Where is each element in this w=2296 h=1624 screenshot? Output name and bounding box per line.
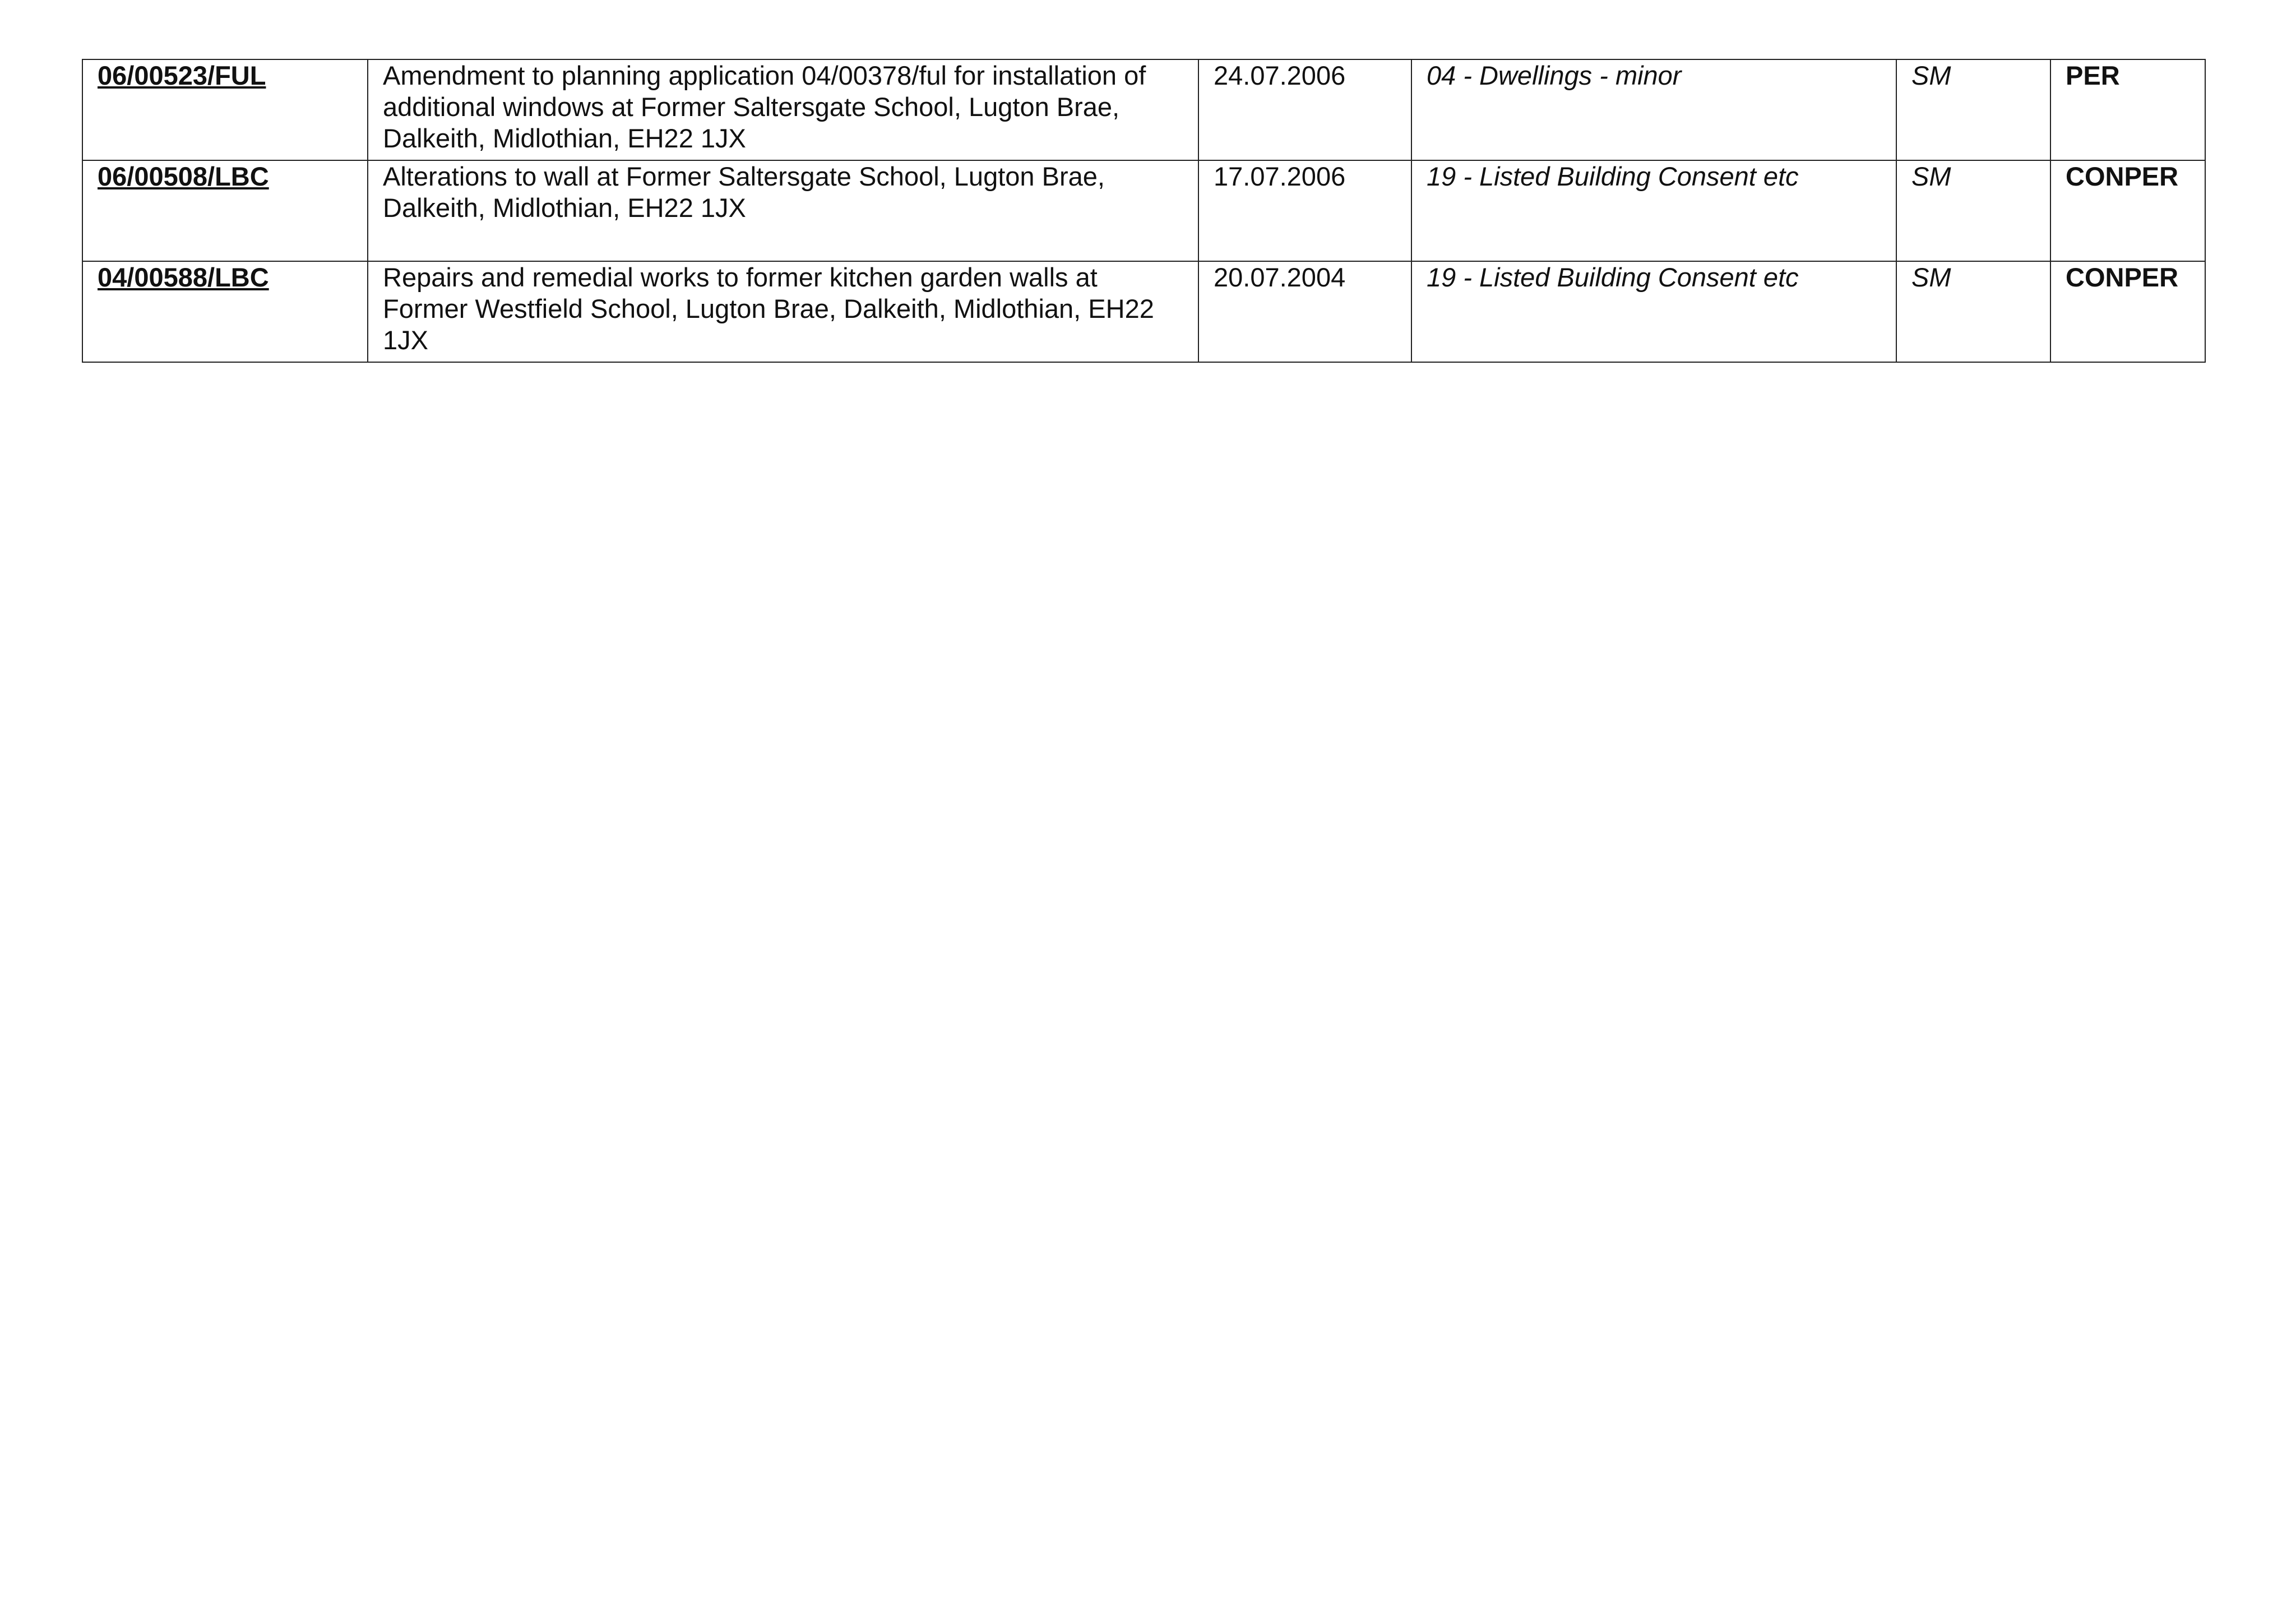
reference-cell [82,59,368,160]
table-row [82,59,2205,160]
application-reference-link[interactable]: 06/00508/LBC [98,161,269,191]
decision-cell: CONPER [2050,160,2205,261]
decision-cell: CONPER [2050,261,2205,362]
description-cell: Alterations to wall at Former Saltersgate School, Lugton Brae, Dalkeith, Midlothian, EH22 1JX [368,160,1198,261]
date-cell: 20.07.2004 [1198,261,1411,362]
decision-cell: PER [2050,59,2205,160]
planning-applications-table [82,59,2206,363]
description-cell: Repairs and remedial works to former kitchen garden walls at Former Westfield School, Lugton Brae, Dalkeith, Midlothian, EH22 1JX [368,261,1198,362]
application-type-cell: 19 - Listed Building Consent etc [1411,160,1896,261]
reference-cell [82,261,368,362]
table-row [82,160,2205,261]
application-type-cell: 19 - Listed Building Consent etc [1411,261,1896,362]
application-reference-link[interactable]: 06/00523/FUL [98,61,266,90]
application-type-cell: 04 - Dwellings - minor [1411,59,1896,160]
application-reference-link[interactable]: 04/00588/LBC [98,262,269,292]
officer-cell: SM [1896,160,2050,261]
date-cell: 24.07.2006 [1198,59,1411,160]
officer-cell: SM [1896,59,2050,160]
description-cell: Amendment to planning application 04/00378/ful for installation of additional windows at Former Saltersgate School, Lugton Brae, Dalkeith, Midlothian, EH22 1JX [368,59,1198,160]
reference-cell [82,160,368,261]
table-row [82,261,2205,362]
officer-cell: SM [1896,261,2050,362]
date-cell: 17.07.2006 [1198,160,1411,261]
